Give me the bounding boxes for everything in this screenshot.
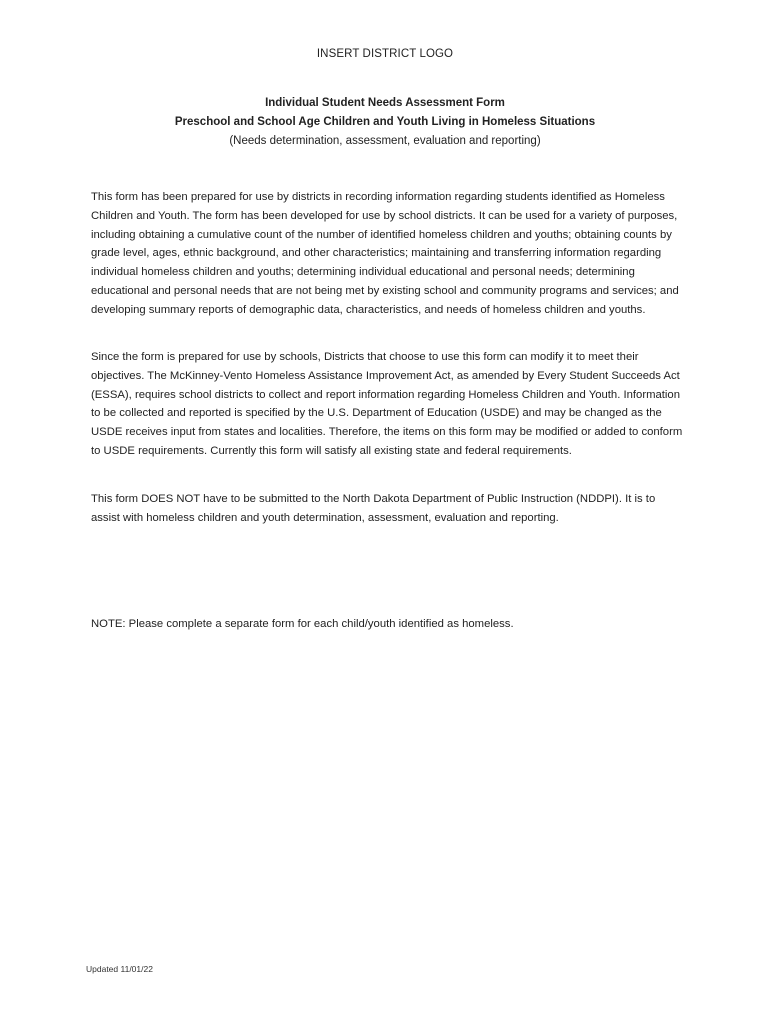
modification-paragraph: Since the form is prepared for use by schools, Districts that choose to use this form can modify it to meet their objectives. The McKinney-Vento Homeless Assistance Improvement Act, as amended by Every Student Succeeds Act (ESSA), requires school districts to collect and report information regarding Homeless Children and Youth. Information to be collected and reported is specified by the U.S. Department of Education (USDE) and may be changed as the USDE receives input from states and localities. Therefore, the items on this form may be modified or added to conform to USDE requirements. Currently this form will satisfy all existing state and federal requirements. [91, 351, 683, 457]
note-text: NOTE: Please complete a separate form for each child/youth identified as homeless. [91, 618, 514, 630]
updated-date: Updated 11/01/22 [86, 964, 153, 974]
intro-paragraph: This form has been prepared for use by districts in recording information regarding students identified as Homeless Children and Youth. The form has been developed for use by school districts. It can be used for a variety of purposes, including obtaining a cumulative count of the number of identified homeless children and youths; obtaining counts by grade level, ages, ethnic background, and other characteristics; maintaining and transferring information regarding individual homeless children and youths; determining individual educational and personal needs; determining educational and personal needs that are not being met by existing school and community programs and services; and developing summary reports of demographic data, characteristics, and needs of homeless children and youths. [91, 191, 679, 316]
district-logo-placeholder: INSERT DISTRICT LOGO [316, 48, 454, 60]
submission-paragraph-container [91, 490, 683, 528]
submission-paragraph: This form DOES NOT have to be submitted to the North Dakota Department of Public Instruction (NDDPI). It is to assist with homeless children and youth determination, assessment, evaluation and reporting. [91, 493, 656, 524]
note-container [91, 615, 683, 634]
form-title: Individual Student Needs Assessment Form [265, 97, 505, 109]
intro-paragraph-container [91, 188, 683, 320]
form-subtitle: Preschool and School Age Children and Youth Living in Homeless Situations [174, 116, 596, 128]
form-purpose: (Needs determination, assessment, evaluation and reporting) [229, 135, 541, 147]
modification-paragraph-container [91, 348, 683, 461]
title-block [0, 94, 770, 151]
